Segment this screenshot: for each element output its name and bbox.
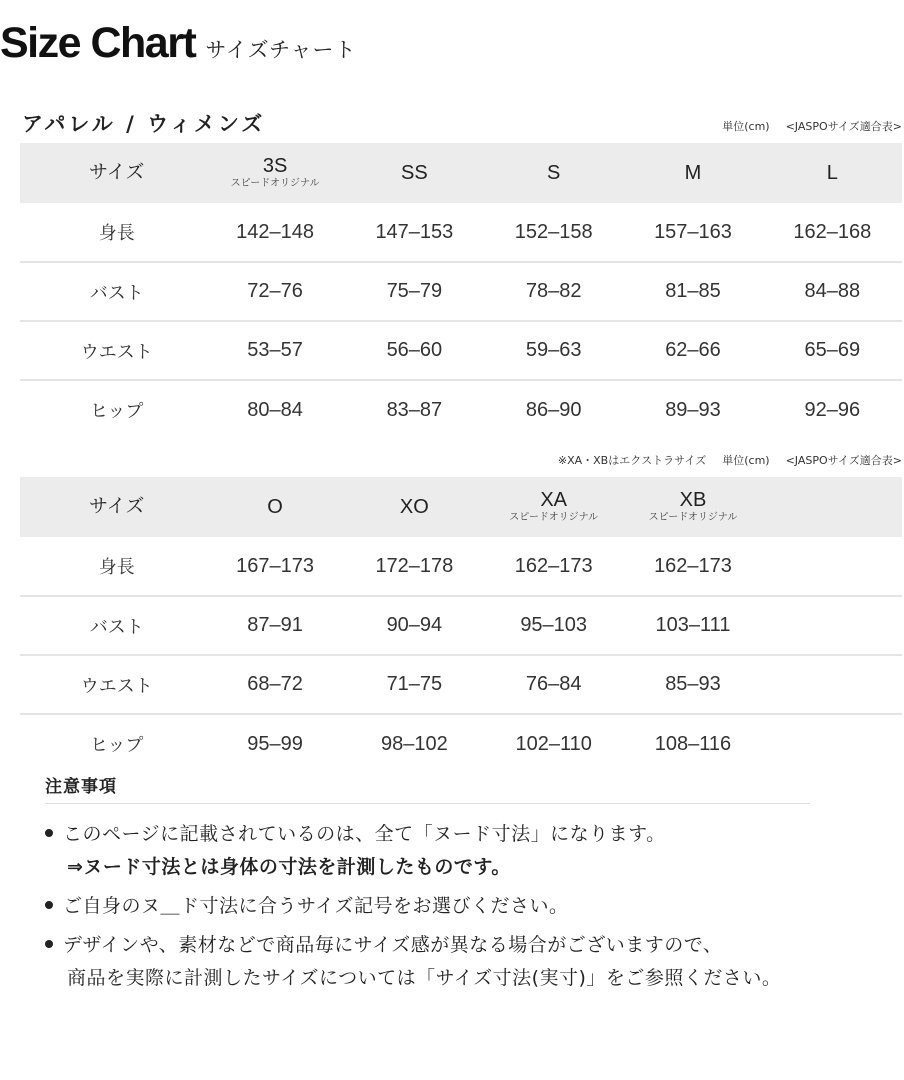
- table-cell: 87–91: [247, 614, 303, 636]
- table-header-row: [20, 477, 902, 537]
- table-cell: [763, 537, 902, 596]
- table-cell: 62–66: [665, 339, 721, 361]
- note-text: ご自身のヌ＿ド寸法に合うサイズ記号をお選びください。: [63, 895, 569, 917]
- table-cell: 59–63: [525, 339, 582, 361]
- page-header: [0, 19, 357, 67]
- extra-size-note: ※XA・XBはエクストラサイズ: [557, 454, 707, 467]
- table-row-height: [20, 537, 902, 596]
- table-row-bust: [20, 596, 902, 655]
- table-cell: 162–173: [514, 554, 593, 577]
- column-sub-label: スピードオリジナル: [230, 178, 320, 190]
- row-label: ウエスト: [80, 341, 153, 363]
- column-sub-label: スピードオリジナル: [509, 512, 599, 524]
- table-cell: 65–69: [804, 339, 861, 361]
- table-cell: [763, 714, 902, 773]
- table-cell: 76–84: [525, 673, 582, 695]
- notes-list: [45, 818, 904, 1001]
- bullet-icon: [45, 940, 53, 948]
- table-cell: 147–153: [375, 220, 454, 243]
- table-row-bust: [20, 262, 902, 321]
- unit-label: 単位(cm): [722, 120, 770, 133]
- header-label: サイズ: [88, 495, 145, 518]
- table-cell: 84–88: [804, 280, 861, 302]
- table-cell: 78–82: [525, 280, 582, 302]
- table-cell: 157–163: [654, 220, 732, 243]
- table-cell: 86–90: [525, 398, 582, 421]
- row-label: ヒップ: [89, 401, 144, 422]
- table-cell: 95–103: [520, 614, 588, 636]
- section-title: アパレル / ウィメンズ: [22, 112, 266, 136]
- table-cell: 53–57: [247, 339, 303, 361]
- table2-unit-note: [558, 452, 902, 468]
- row-label: 身長: [98, 223, 135, 244]
- notes-title: 注意事項: [45, 772, 810, 804]
- size-column-xb: XB スピードオリジナル: [623, 477, 762, 537]
- size-column-xo: XO: [399, 495, 429, 518]
- table-cell: 56–60: [386, 339, 443, 361]
- size-table-standard: [20, 143, 902, 439]
- size-column-s: S: [547, 161, 561, 184]
- row-label: バスト: [89, 616, 144, 638]
- table-cell: 75–79: [386, 280, 443, 302]
- table-cell: 102–110: [515, 732, 592, 755]
- table-row-hip: [20, 380, 902, 439]
- table-row-waist: [20, 321, 902, 380]
- note-item: [45, 818, 904, 884]
- table-cell: 95–99: [247, 732, 303, 755]
- table-row-waist: [20, 655, 902, 714]
- table1-unit-note: [722, 118, 902, 134]
- row-label: バスト: [89, 282, 144, 304]
- table-cell: 90–94: [386, 614, 443, 636]
- table-cell: 98–102: [381, 732, 448, 755]
- table-cell: 68–72: [247, 673, 303, 695]
- note-item: [45, 929, 904, 995]
- table-cell: 103–111: [655, 614, 731, 636]
- note-text-sub: 商品を実際に計測したサイズについては「サイズ寸法(実寸)」をご参照ください。: [67, 967, 782, 989]
- standard-label: <JASPOサイズ適合表>: [785, 454, 902, 467]
- size-column-xa: XA スピードオリジナル: [484, 477, 623, 537]
- page-subtitle: サイズチャート: [205, 38, 357, 62]
- table-cell: 85–93: [665, 673, 721, 695]
- table-cell: 152–158: [514, 220, 593, 243]
- table-cell: 81–85: [665, 280, 721, 302]
- table-cell: 71–75: [386, 673, 443, 695]
- table-header-row: [20, 143, 902, 203]
- table-cell: 172–178: [375, 554, 454, 577]
- table-cell: 80–84: [247, 398, 303, 421]
- table-cell: 89–93: [665, 398, 721, 421]
- note-text: このページに記載されているのは、全て「ヌード寸法」になります。: [63, 823, 666, 845]
- table-cell: 162–168: [793, 220, 872, 243]
- row-label: ヒップ: [89, 735, 144, 756]
- table-cell: 108–116: [654, 732, 732, 755]
- table-cell: 72–76: [247, 280, 303, 302]
- header-label: サイズ: [88, 161, 145, 184]
- table-cell: 167–173: [236, 554, 314, 577]
- table-row-hip: [20, 714, 902, 773]
- size-column-3s: 3S スピードオリジナル: [205, 143, 344, 203]
- size-column-m: M: [684, 161, 702, 184]
- table-row-height: [20, 203, 902, 262]
- row-label: ウエスト: [80, 675, 153, 697]
- column-sub-label: スピードオリジナル: [648, 512, 738, 524]
- bullet-icon: [45, 901, 53, 909]
- bullet-icon: [45, 829, 53, 837]
- unit-label: 単位(cm): [722, 454, 770, 467]
- table-cell: 92–96: [804, 398, 861, 421]
- standard-label: <JASPOサイズ適合表>: [785, 120, 902, 133]
- size-column-o: O: [267, 495, 283, 518]
- table-cell: 142–148: [236, 220, 314, 243]
- page-title: Size Chart: [0, 19, 196, 67]
- size-column-ss: SS: [401, 161, 428, 184]
- row-label: 身長: [98, 557, 135, 578]
- size-table-large: [20, 477, 902, 773]
- table-cell: [763, 596, 902, 655]
- table-cell: [763, 655, 902, 714]
- table-cell: 162–173: [654, 554, 732, 577]
- size-column-empty: [763, 477, 902, 537]
- size-column-l: L: [826, 161, 838, 184]
- note-text-sub: ⇒ヌード寸法とは身体の寸法を計測したものです。: [67, 856, 511, 878]
- note-text: デザインや、素材などで商品毎にサイズ感が異なる場合がございますので、: [63, 934, 723, 956]
- table-cell: 83–87: [386, 398, 443, 421]
- note-item: [45, 890, 904, 923]
